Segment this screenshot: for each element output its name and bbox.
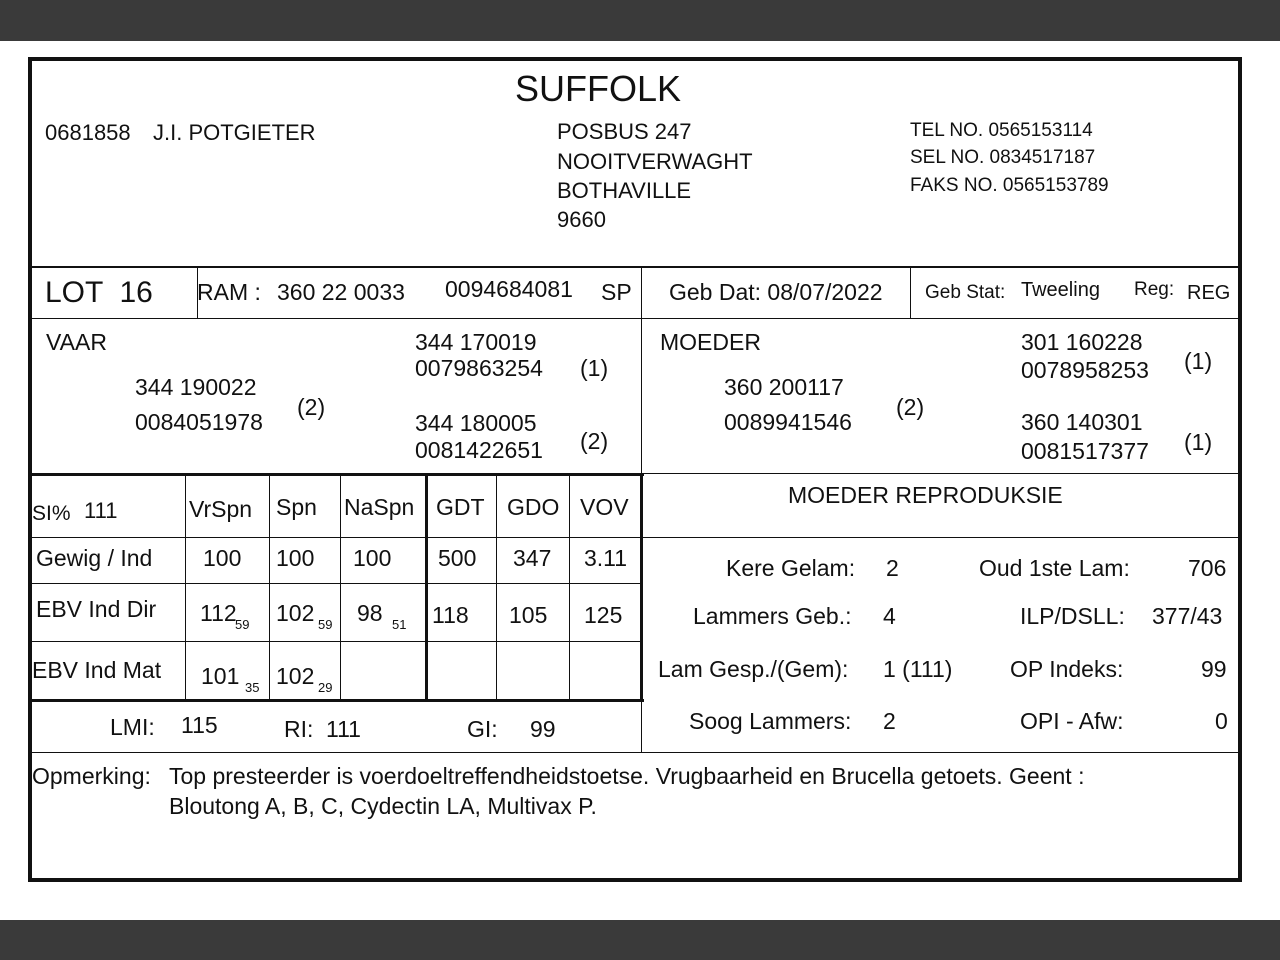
oud-1ste-lam-value: 706 <box>1188 555 1227 581</box>
breeder-id: 0681858 <box>45 120 131 145</box>
header-spn: Spn <box>276 494 317 520</box>
remark-line-2: Bloutong A, B, C, Cydectin LA, Multivax P. <box>169 793 597 819</box>
remark-label: Opmerking: <box>32 763 151 789</box>
si-label: SI% <box>32 502 71 525</box>
soog-lammers-label: Soog Lammers: <box>689 708 852 734</box>
ram-number: 360 22 0033 <box>277 279 405 305</box>
lmi-label: LMI: <box>110 714 155 740</box>
soog-lammers-value: 2 <box>883 708 896 734</box>
ebv-mat-spn-accuracy: 29 <box>318 680 333 695</box>
top-frame-bar <box>0 0 1280 41</box>
breed-title: SUFFOLK <box>515 68 682 109</box>
gewig-gdt: 500 <box>438 545 477 571</box>
lmi-value: 115 <box>181 712 218 738</box>
gewig-naspn: 100 <box>353 545 392 571</box>
birth-status-label: Geb Stat: <box>925 282 1006 303</box>
faks-number: FAKS NO. 0565153789 <box>910 175 1109 196</box>
ebv-dir-gdt: 118 <box>432 602 469 628</box>
gewig-vov: 3.11 <box>584 545 628 571</box>
bottom-frame-bar <box>0 920 1280 960</box>
gewig-vrspn: 100 <box>203 545 242 571</box>
address-line-1: POSBUS 247 <box>557 119 692 144</box>
row-label-ebv-mat: EBV Ind Mat <box>32 657 162 683</box>
moeder-sire-id: 0078958253 <box>1021 357 1149 383</box>
ebv-dir-naspn: 98 <box>357 600 383 626</box>
ri-value: 111 <box>326 716 361 742</box>
ebv-dir-vrspn: 112 <box>200 600 237 626</box>
vaar-grade: (2) <box>297 394 326 420</box>
lammers-geb-value: 4 <box>883 603 896 629</box>
row-label-ebv-dir: EBV Ind Dir <box>36 596 157 622</box>
vaar-id: 0084051978 <box>135 409 263 435</box>
kere-gelam-label: Kere Gelam: <box>726 555 856 581</box>
ram-label: RAM : <box>197 279 261 305</box>
vaar-dam-number: 344 180005 <box>415 410 537 436</box>
ebv-dir-spn-accuracy: 59 <box>318 617 333 632</box>
opi-afw-value: 0 <box>1215 708 1228 734</box>
ilp-dsll-label: ILP/DSLL: <box>1020 603 1125 629</box>
ram-id: 0094684081 <box>445 276 573 302</box>
repro-title: MOEDER REPRODUKSIE <box>788 482 1063 508</box>
gi-value: 99 <box>530 716 556 742</box>
gewig-spn: 100 <box>276 545 315 571</box>
lam-gesp-label: Lam Gesp./(Gem): <box>658 656 849 682</box>
gewig-gdo: 347 <box>513 545 552 571</box>
row-label-gewig: Gewig / Ind <box>36 545 153 571</box>
tel-number: TEL NO. 0565153114 <box>910 120 1093 141</box>
sel-number: SEL NO. 0834517187 <box>910 147 1096 168</box>
header-vrspn: VrSpn <box>189 496 253 522</box>
si-value: 111 <box>84 498 118 523</box>
ebv-dir-spn: 102 <box>276 600 315 626</box>
card-border-left <box>28 57 32 882</box>
address-line-4: 9660 <box>557 207 606 232</box>
ebv-dir-naspn-accuracy: 51 <box>392 617 407 632</box>
address-line-2: NOOITVERWAGHT <box>557 149 753 174</box>
ilp-dsll-value: 377/43 <box>1152 603 1223 629</box>
gi-label: GI: <box>467 716 498 742</box>
birth-date: Geb Dat: 08/07/2022 <box>669 279 883 305</box>
moeder-sire-number: 301 160228 <box>1021 329 1143 355</box>
vaar-dam-id: 0081422651 <box>415 437 543 463</box>
op-indeks-label: OP Indeks: <box>1010 656 1124 682</box>
opi-afw-label: OPI - Afw: <box>1020 708 1124 734</box>
moeder-label: MOEDER <box>660 329 761 355</box>
remark-line-1: Top presteerder is voerdoeltreffendheidstoetse. Vrugbaarheid en Brucella getoets. Geent : <box>169 763 1085 789</box>
header-vov: VOV <box>580 494 629 520</box>
kere-gelam-value: 2 <box>886 555 899 581</box>
header-gdo: GDO <box>507 494 560 520</box>
birth-status: Tweeling <box>1021 279 1100 301</box>
vaar-number: 344 190022 <box>135 374 257 400</box>
moeder-dam-grade: (1) <box>1184 429 1213 455</box>
moeder-id: 0089941546 <box>724 409 852 435</box>
ebv-mat-vrspn-accuracy: 35 <box>245 680 260 695</box>
moeder-sire-grade: (1) <box>1184 348 1213 374</box>
address-line-3: BOTHAVILLE <box>557 178 692 203</box>
ri-label: RI: <box>284 716 314 742</box>
reg-label: Reg: <box>1134 279 1175 300</box>
card-border-bottom <box>28 878 1242 882</box>
ebv-dir-gdo: 105 <box>509 602 548 628</box>
vaar-sire-id: 0079863254 <box>415 355 543 381</box>
card-border-right <box>1238 57 1242 882</box>
vaar-label: VAAR <box>46 329 107 355</box>
card-border-top <box>28 57 1242 61</box>
ebv-dir-vrspn-accuracy: 59 <box>235 617 250 632</box>
header-naspn: NaSpn <box>344 494 415 520</box>
op-indeks-value: 99 <box>1201 656 1227 682</box>
vaar-dam-grade: (2) <box>580 428 609 454</box>
lammers-geb-label: Lammers Geb.: <box>693 603 852 629</box>
lot-number: LOT 16 <box>45 276 153 309</box>
moeder-dam-number: 360 140301 <box>1021 409 1143 435</box>
ebv-mat-spn: 102 <box>276 663 315 689</box>
reg-value: REG <box>1187 282 1231 304</box>
oud-1ste-lam-label: Oud 1ste Lam: <box>979 555 1130 581</box>
breeder-name: J.I. POTGIETER <box>153 120 316 145</box>
header-gdt: GDT <box>436 494 485 520</box>
lam-gesp-value: 1 (111) <box>883 656 953 682</box>
vaar-sire-number: 344 170019 <box>415 329 537 355</box>
moeder-dam-id: 0081517377 <box>1021 438 1149 464</box>
moeder-number: 360 200117 <box>724 374 844 400</box>
ram-code: SP <box>601 279 632 305</box>
ebv-dir-vov: 125 <box>584 602 623 628</box>
ebv-mat-vrspn: 101 <box>201 663 240 689</box>
moeder-grade: (2) <box>896 394 925 420</box>
vaar-sire-grade: (1) <box>580 355 609 381</box>
